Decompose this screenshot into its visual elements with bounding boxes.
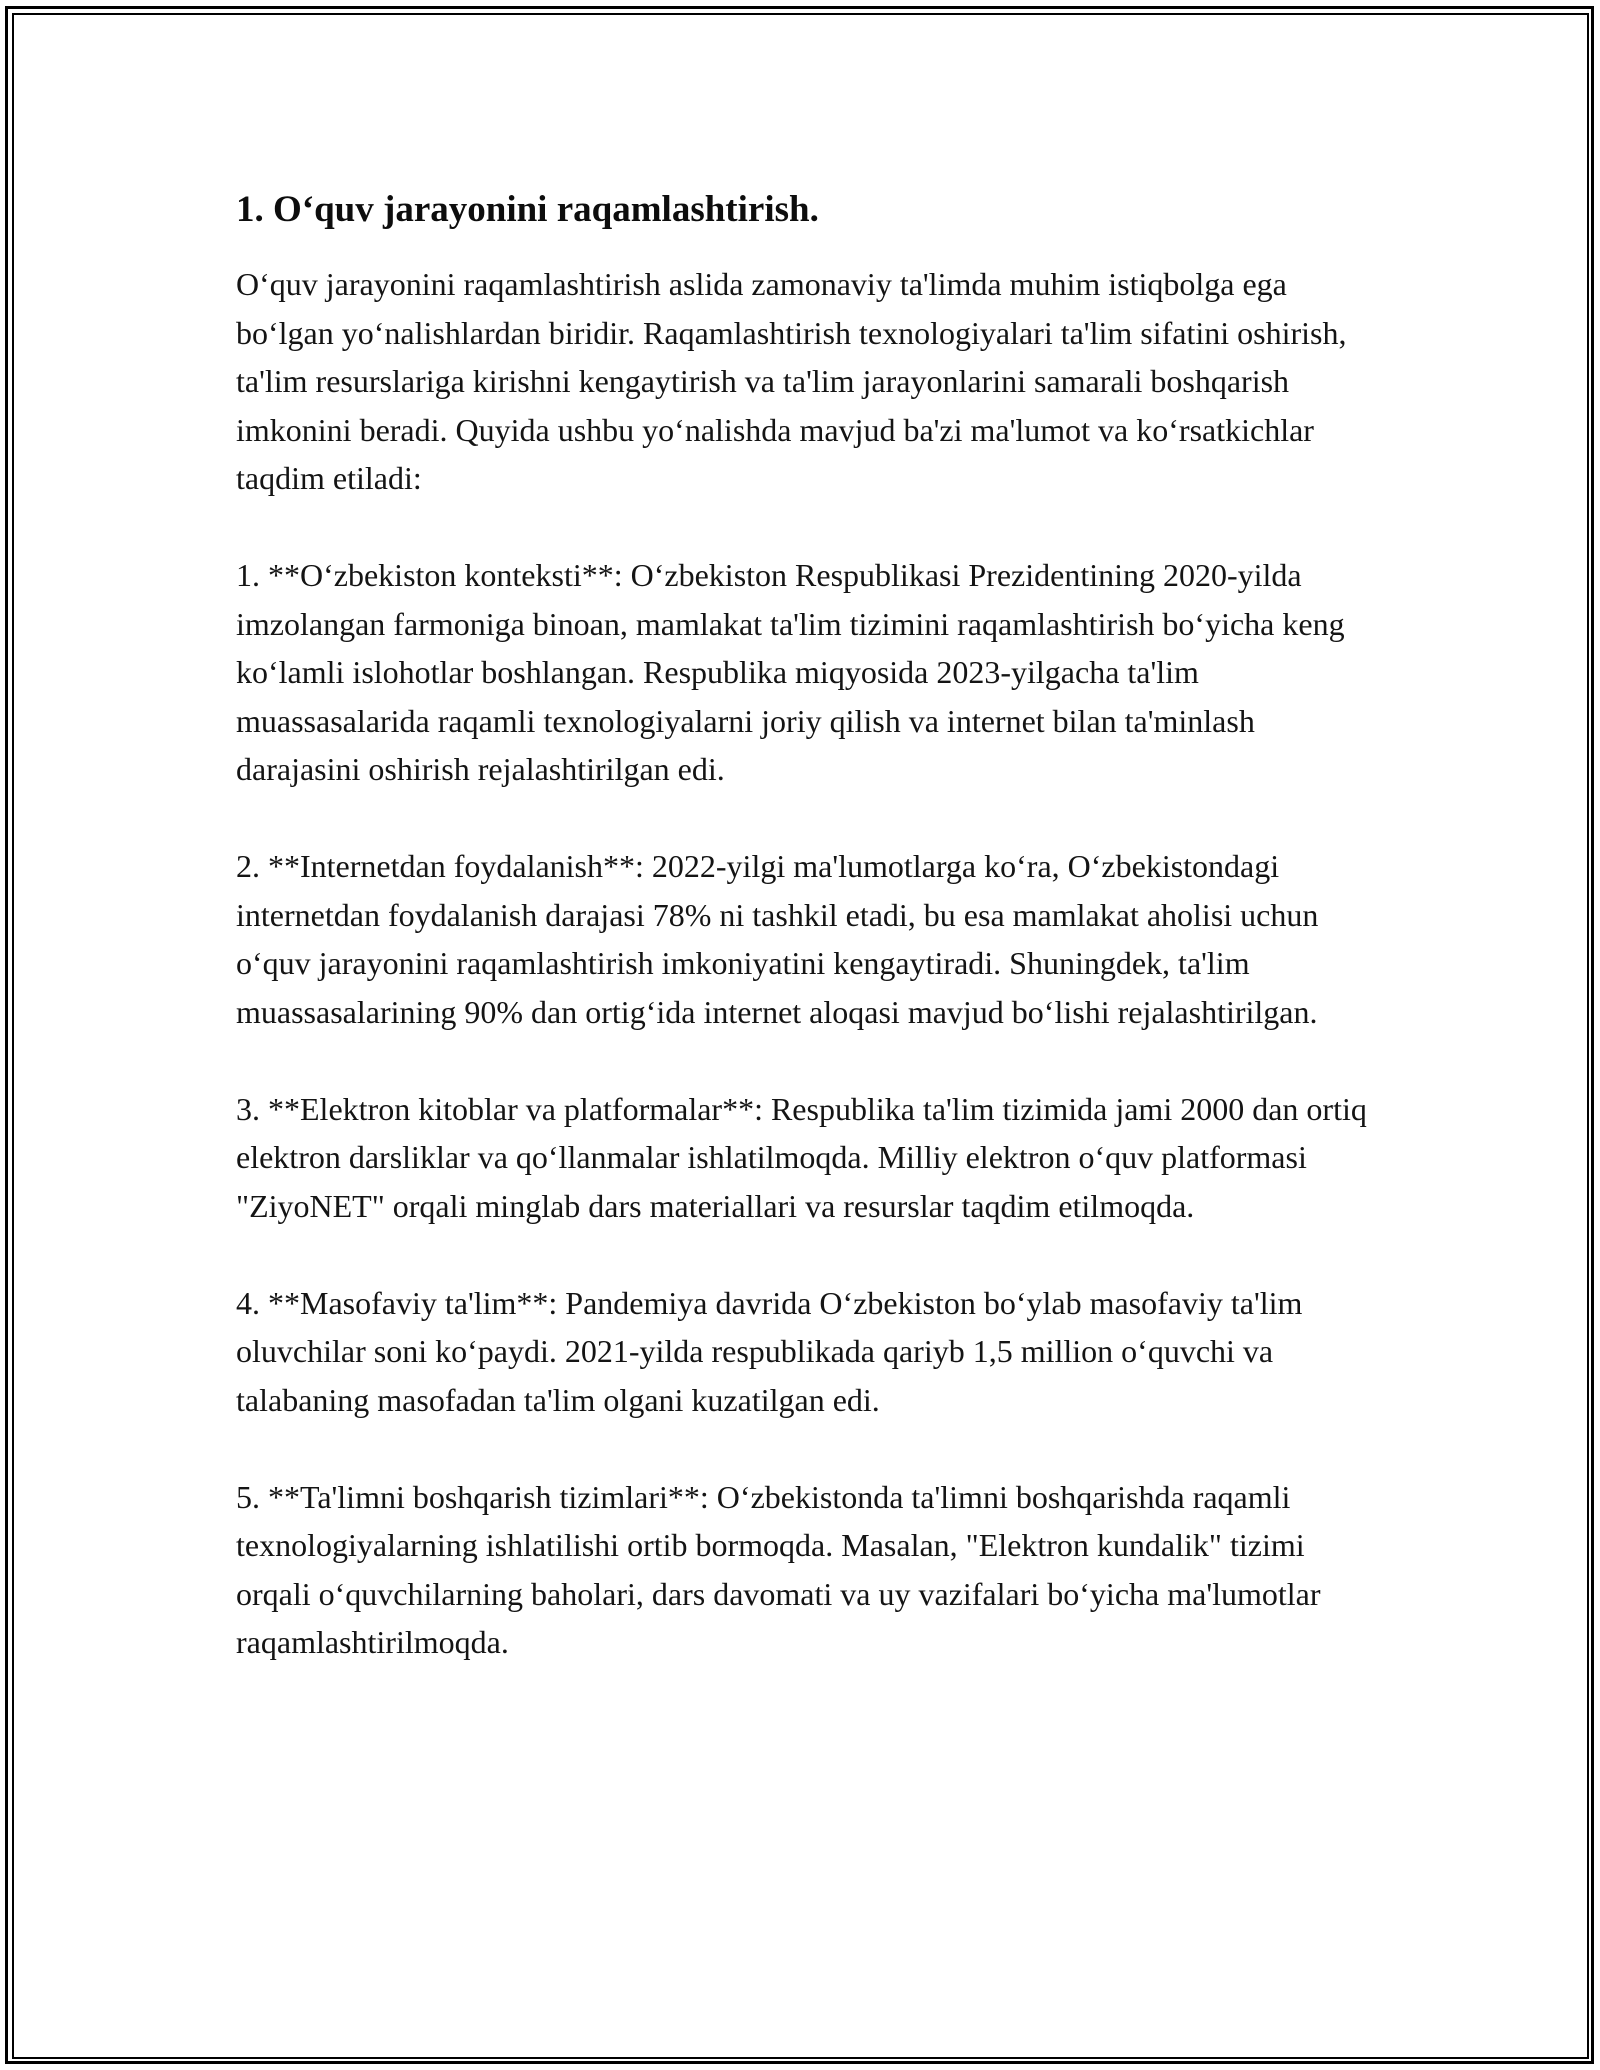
section-heading: 1. O‘quv jarayonini raqamlashtirish. <box>236 189 819 230</box>
intro-paragraph: O‘quv jarayonini raqamlashtirish aslida zamonaviy ta'limda muhim istiqbolga ega bo‘lgan yo‘nalishlardan biridir. Raqamlashtirish texnologiyalari ta'lim sifatini oshirish, ta'lim resurslariga kirishni kengaytirish va ta'lim jarayonlarini samarali boshqarish imkonini beradi. Quyida ushbu yo‘nalishda mavjud ba'zi ma'lumot va ko‘rsatkichlar taqdim etiladi: <box>236 266 1347 496</box>
list-item-uzbekistan-context: 1. **O‘zbekiston konteksti**: O‘zbekiston Respublikasi Prezidentining 2020-yilda imzolangan farmoniga binoan, mamlakat ta'lim tizimini raqamlashtirish bo‘yicha keng ko‘lamli islohotlar boshlangan. Respublika miqyosida 2023-yilgacha ta'lim muassasalarida raqamli texnologiyalarni joriy qilish va internet bilan ta'minlash darajasini oshirish rejalashtirilgan edi. <box>236 557 1345 787</box>
list-item-internet-usage: 2. **Internetdan foydalanish**: 2022-yilgi ma'lumotlarga ko‘ra, O‘zbekistondagi internetdan foydalanish darajasi 78% ni tashkil etadi, bu esa mamlakat aholisi uchun o‘quv jarayonini raqamlashtirish imkoniyatini kengaytiradi. Shuningdek, ta'lim muassasalarining 90% dan ortig‘ida internet aloqasi mavjud bo‘lishi rejalashtirilgan. <box>236 848 1319 1030</box>
list-item-e-books-platforms: 3. **Elektron kitoblar va platformalar**: Respublika ta'lim tizimida jami 2000 dan ortiq elektron darsliklar va qo‘llanmalar ishlatilmoqda. Milliy elektron o‘quv platformasi "ZiyoNET" orqali minglab dars materiallari va resurslar taqdim etilmoqda. <box>236 1090 1367 1224</box>
document-body <box>236 186 1376 1715</box>
list-item-education-management: 5. **Ta'limni boshqarish tizimlari**: O‘zbekistonda ta'limni boshqarishda raqamli texnologiyalarning ishlatilishi ortib bormoqda. Masalan, "Elektron kundalik" tizimi orqali o‘quvchilarning baholari, dars davomati va uy vazifalari bo‘yicha ma'lumotlar raqamlashtirilmoqda. <box>236 1478 1321 1660</box>
list-item-distance-learning: 4. **Masofaviy ta'lim**: Pandemiya davrida O‘zbekiston bo‘ylab masofaviy ta'lim oluvchilar soni ko‘paydi. 2021-yilda respublikada qariyb 1,5 million o‘quvchi va talabaning masofadan ta'lim olgani kuzatilgan edi. <box>236 1284 1303 1418</box>
